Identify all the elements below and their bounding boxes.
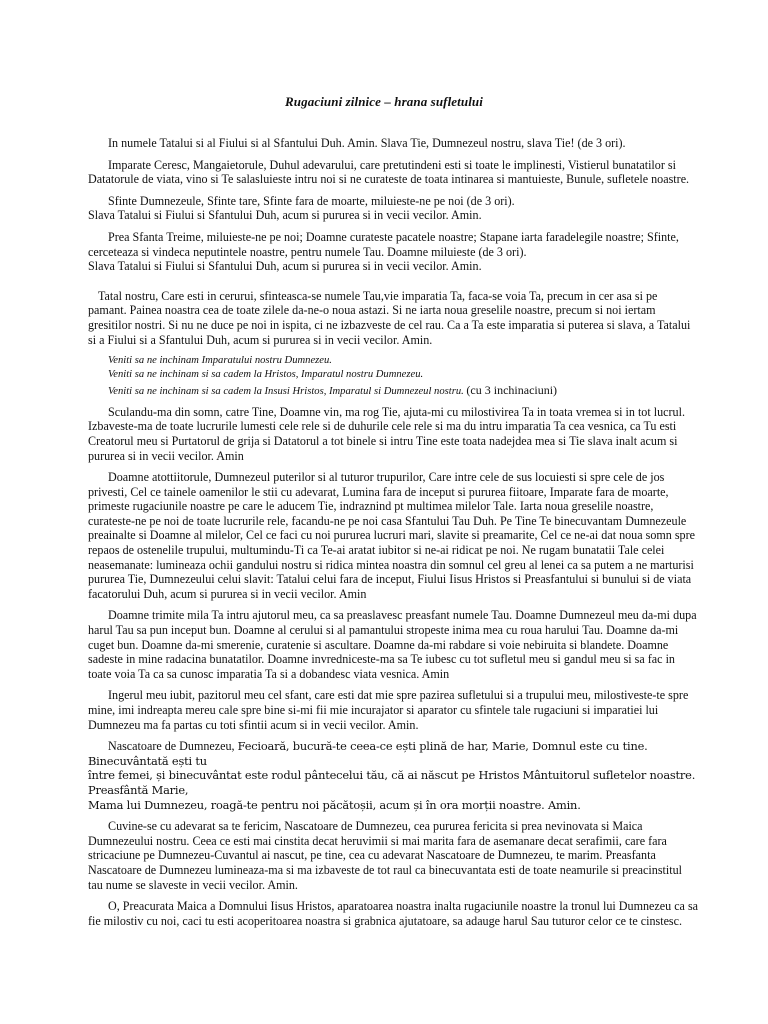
text-line: preainalte si Doamne al milelor, Cel ce faci cu noi pururea lucruri mari, slavite si preamarite, Cel ce ne-ai dat noua somn spre <box>88 528 695 543</box>
document-title: Rugaciuni zilnice – hrana sufletului <box>285 94 483 109</box>
text-line: curateste-ne pe noi de toate lucrurile rele, facandu-ne pe noi casa Sfantului Tau Duh. Pe Tine Te binecuvantam Dumnezeule <box>88 513 687 528</box>
text-line: Imparate Ceresc, Mangaietorule, Duhul adevarului, care pretutindeni esti si toate le implinesti, Vistierul bunatatilor si <box>108 157 676 172</box>
text-line: cerceteaza si vindeca neputintele noastre, pentru numele Tau. Doamne miluieste (de 3 ori). <box>88 244 527 259</box>
text-line: Cuvine-se cu adevarat sa te fericim, Nascatoare de Dumnezeu, cea pururea fericita si prea nevinovata si Maica <box>108 819 643 834</box>
paragraph-o-preacurata <box>88 899 718 928</box>
text-line: harul Tau sa pun inceput bun. Doamne al cerului si al pamantului stropeste inima mea cu roua harului Tau. Doamne da-mi <box>88 623 679 638</box>
text-line: cuget bun. Doamne da-mi smerenie, curatenie si ascultare. Doamne da-mi rabdare si voie nebiruita si blandete. Doamne <box>88 637 669 652</box>
paragraph-sculandu-ma <box>88 405 718 463</box>
paragraph-imparate-ceresc <box>88 158 718 187</box>
quote-veniti <box>88 354 718 399</box>
text-line <box>88 739 718 768</box>
text-line-alt: Fecioară, bucură-te ceea-ce ești plină de har, Marie, Domnul este cu tine. Binecuvântată ești tu <box>88 739 648 768</box>
paragraph-lead: Nascatoare de Dumnezeu, <box>108 739 238 754</box>
text-line: tau nume se slaveste in vecii vecilor. Amin. <box>88 877 298 892</box>
paragraph-sign-of-cross <box>88 136 718 151</box>
paragraph-ingerul-meu <box>88 688 718 732</box>
text-line: facatorului Duh, acum si pururea si in vecii vecilor. Amin <box>88 586 367 601</box>
text-line: Doamne atottiitorule, Dumnezeul puterilor si al tuturor trupurilor, Care intre cele de sus locuiesti si spre cele de jos <box>108 470 665 485</box>
text-line: si a Fiului si a Sfantului Duh, acum si pururea si in vecii vecilor. Amin. <box>88 332 433 347</box>
text-line: fie milostiv cu noi, caci tu esti acoperitoarea noastra si grabnica ajutatoare, sa adauge harul Sau tuturor celor ce te cinstesc. <box>88 913 683 928</box>
text-line: gresitilor nostri. Si nu ne duce pe noi in ispita, ci ne izbazveste de cel rau. Ca a Ta este imparatia si puterea si slava, a Tatalui <box>88 317 691 332</box>
text-line: Nascatoare de Dumnezeu lumineaza-ma si ma izbaveste de tot raul ca binecuvantata esti de toate neamurile si preacinstitul <box>88 862 683 877</box>
quote-note: (cu 3 inchinaciuni) <box>466 382 558 397</box>
paragraph-nascatoare-de-dumnezeu <box>88 739 718 812</box>
quote-line: Veniti sa ne inchinam si sa cadem la Hristos, Imparatul nostru Dumnezeu. <box>108 369 424 381</box>
text-line: Sfinte Dumnezeule, Sfinte tare, Sfinte fara de moarte, miluieste-ne pe noi (de 3 ori). <box>108 193 515 208</box>
document-body <box>88 136 718 935</box>
text-line: mine, imi indreapta mereu cale spre bine si-mi fii mie incurajator si aparator cu sfintele tale rugaciuni si imparatiei lui <box>88 703 659 718</box>
text-line: privesti, Cel ce tainele oamenilor le stii cu adevarat, Lumina fara de inceput si pururea fiitoare, Imparate fara de moarte, <box>88 484 669 499</box>
text-line: Izbaveste-ma de toate lucrurile lumesti cele rele si de duhurile cele rele si ma du intru imparatia Ta cea vesnica, ca Tu esti <box>88 419 677 434</box>
quote-line <box>108 383 718 399</box>
text-line: neasemanate: lumineaza ochii gandului nostru si ridica mintea noastra din somnul cel greu al lenei ca sa putem a ne marturisi <box>88 557 694 572</box>
text-line: Datatorule de viata, vino si Te salasluieste intru noi si ne curateste de toata intinarea si mantuieste, Bunule, sufletele noastre. <box>88 172 690 187</box>
text-line: stricaciune pe Dumnezeu-Cuvantul ai nascut, pe tine, cea cu adevarat Nascatoare de Dumnezeu, te marim. Preasfanta <box>88 848 656 863</box>
paragraph-prea-sfanta-treime <box>88 230 718 274</box>
paragraph-tatal-nostru <box>88 289 718 347</box>
text-line: toate voia Ta ca sa cunosc imparatia Ta si a dobandesc viata vesnica. Amin <box>88 666 450 681</box>
text-line: repaos de ostenelile trupului, multumindu-Ti ca Te-ai aratat iubitor si ne-ai ridicat pe noi. Ne rugam bunatatii Tale celei <box>88 543 665 558</box>
text-line: Dumnezeului nostru. Ceea ce esti mai cinstita decat heruvimii si mai marita fara de asemanare decat serafimii, care fara <box>88 833 667 848</box>
text-line: Sculandu-ma din somn, catre Tine, Doamne vin, ma rog Tie, ajuta-mi cu milostivirea Ta in toata vremea si in tot lucrul. <box>108 404 685 419</box>
text-line: O, Preacurata Maica a Domnului Iisus Hristos, aparatoarea noastra inalta rugaciunile noastre la tronul lui Dumnezeu ca sa <box>108 899 699 914</box>
text-line-alt: între femei, și binecuvântat este rodul pântecelui tău, că ai născut pe Hristos Mântuitorul sufletelor noastre. Preasfântă Marie, <box>88 768 696 797</box>
paragraph-cuvine-se <box>88 819 718 892</box>
paragraph-sfinte-dumnezeule <box>88 194 718 223</box>
text-line: Prea Sfanta Treime, miluieste-ne pe noi; Doamne curateste pacatele noastre; Stapane iarta faradelegile noastre; Sfinte, <box>108 229 679 244</box>
text-line: Creatorul meu si Purtatorul de grija si Datatorul a tot binele si intru Tine este toata nadejdea mea si Tie slava inalt acum si <box>88 433 678 448</box>
text-line: Tatal nostru, Care esti in cerurui, sfinteasca-se numele Tau,vie imparatia Ta, faca-se voia Ta, precum in cer asa si pe <box>98 288 658 303</box>
paragraph-doamne-atottiitorule <box>88 470 718 601</box>
quote-line: Veniti sa ne inchinam Imparatului nostru Dumnezeu. <box>108 355 332 367</box>
text-line: Dumnezeu ma fa partas cu toti sfintii acum si in vecii vecilor. Amin. <box>88 717 419 732</box>
text-line: sadeste in mine radacina bunatatilor. Doamne invredniceste-ma sa Te iubesc cu tot sufletul meu si gandul meu si sa fac in <box>88 652 675 667</box>
text-line: pamant. Painea noastra cea de toate zilele da-ne-o noua astazi. Si ne iarta noua greselile noastre, precum si noi iertam <box>88 303 656 318</box>
text-line: Slava Tatalui si Fiului si Sfantului Duh, acum si pururea si in vecii vecilor. Amin. <box>88 208 482 223</box>
text-line: In numele Tatalui si al Fiului si al Sfantului Duh. Amin. Slava Tie, Dumnezeul nostru, slava Tie! (de 3 ori). <box>108 136 626 150</box>
text-line-alt: Mama lui Dumnezeu, roagă-te pentru noi păcătoșii, acum și în ora morții noastre. Amin. <box>88 797 581 812</box>
text-line: Ingerul meu iubit, pazitorul meu cel sfant, care esti dat mie spre pazirea sufletului si a trupului meu, milostiveste-te spre <box>108 688 689 703</box>
text-line: pururea Tie, Dumnezeului celui slavit: Tatalui celui fara de inceput, Fiului Iisus Hristos si Preasfantului si bunului si de viata <box>88 572 692 587</box>
text-line: primeste rugaciunile noastre pe care le aducem Tie, indraznind pt multimea milelor Tale. Iarta noua greselile noastre, <box>88 499 654 514</box>
quote-line-text: Veniti sa ne inchinam si sa cadem la Insusi Hristos, Imparatul si Dumnezeul nostru. <box>108 385 464 397</box>
text-line: Doamne trimite mila Ta intru ajutorul meu, ca sa preaslavesc preasfant numele Tau. Doamne Dumnezeul meu da-mi dupa <box>108 608 697 623</box>
paragraph-doamne-trimite-mila <box>88 608 718 681</box>
text-line: Slava Tatalui si Fiului si Sfantului Duh, acum si pururea si in vecii vecilor. Amin. <box>88 259 482 274</box>
text-line: pururea si in vecii vecilor. Amin <box>88 448 244 463</box>
